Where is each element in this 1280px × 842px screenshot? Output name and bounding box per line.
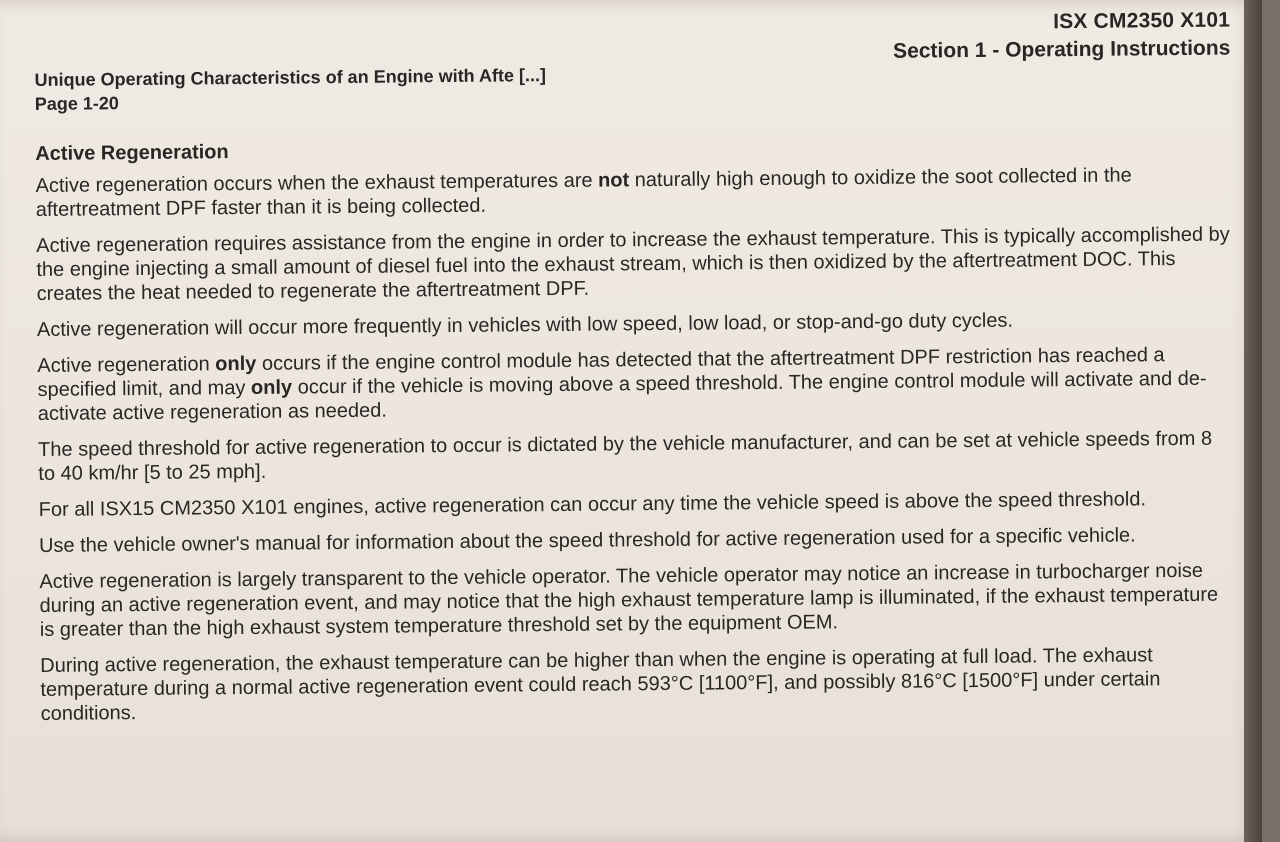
page-number: Page 1-20 bbox=[34, 93, 119, 114]
paragraph-4-text-c: occurs if the engine control module has detected that the aftertreatment DPF restriction has reached a specified limit, and may bbox=[37, 344, 1165, 401]
running-header-right bbox=[893, 9, 1231, 64]
paragraph-4-emphasis-1: only bbox=[215, 352, 257, 376]
chapter-title: Unique Operating Characteristics of an Engine with Afte [...] bbox=[34, 65, 547, 90]
section-title: Section 1 - Operating Instructions bbox=[893, 36, 1231, 63]
article-heading: Active Regeneration bbox=[35, 141, 229, 165]
paragraph-8: Active regeneration is largely transparent to the vehicle operator. The vehicle operator may notice an increase in turbocharger noise during an active regeneration event, and may notice that the high exhaust temperature lamp is illuminated, if the exhaust temperature is greater than the high exhaust system temperature threshold set by the equipment OEM. bbox=[39, 559, 1219, 641]
running-header-left bbox=[34, 63, 546, 116]
paragraph-4-text-a: Active regeneration bbox=[37, 353, 216, 377]
paragraph-1-text-a: Active regeneration occurs when the exhaust temperatures are bbox=[35, 169, 599, 197]
article-body bbox=[35, 131, 1237, 738]
paragraph-3: Active regeneration will occur more frequently in vehicles with low speed, low load, or stop-and-go duty cycles. bbox=[36, 309, 1014, 341]
page-content bbox=[34, 8, 1231, 725]
engine-model: ISX CM2350 X101 bbox=[1053, 8, 1231, 34]
paragraph-5: The speed threshold for active regeneration to occur is dictated by the vehicle manufacturer, and can be set at vehicle speeds from 8 to 40 km/hr [5 to 25 mph]. bbox=[38, 427, 1213, 485]
paragraph-4-text-e: occur if the vehicle is moving above a speed threshold. The engine control module will activate and de-activate active regeneration as needed. bbox=[37, 367, 1207, 425]
paragraph-1 bbox=[35, 163, 1231, 222]
paragraph-6: For all ISX15 CM2350 X101 engines, active regeneration can occur any time the vehicle speed is above the speed threshold. bbox=[38, 488, 1147, 521]
paragraph-1-emphasis: not bbox=[597, 169, 630, 192]
paragraph-4 bbox=[37, 343, 1234, 426]
paragraph-9: During active regeneration, the exhaust temperature can be higher than when the engine is operating at full load. The exhaust temperature during a normal active regeneration event could reach 593°C [1100°F], and possibly 816°C [1500°F] under certain conditions. bbox=[40, 644, 1161, 725]
paragraph-4-emphasis-2: only bbox=[250, 376, 293, 399]
paragraph-7: Use the vehicle owner's manual for information about the speed threshold for active regeneration used for a specific vehicle. bbox=[38, 524, 1136, 557]
paragraph-1-text-c: naturally high enough to oxidize the soot collected in the aftertreatment DPF faster than it is being collected. bbox=[35, 164, 1132, 221]
paragraph-2: Active regeneration requires assistance from the engine in order to increase the exhaust temperature. This is typically accomplished by the engine injecting a small amount of diesel fuel into the exhaust stream, which is then oxidized by the aftertreatment DOC. This creates the heat needed to regenerate the aftertreatment DPF. bbox=[36, 223, 1230, 305]
book-binding-edge bbox=[1244, 0, 1262, 842]
